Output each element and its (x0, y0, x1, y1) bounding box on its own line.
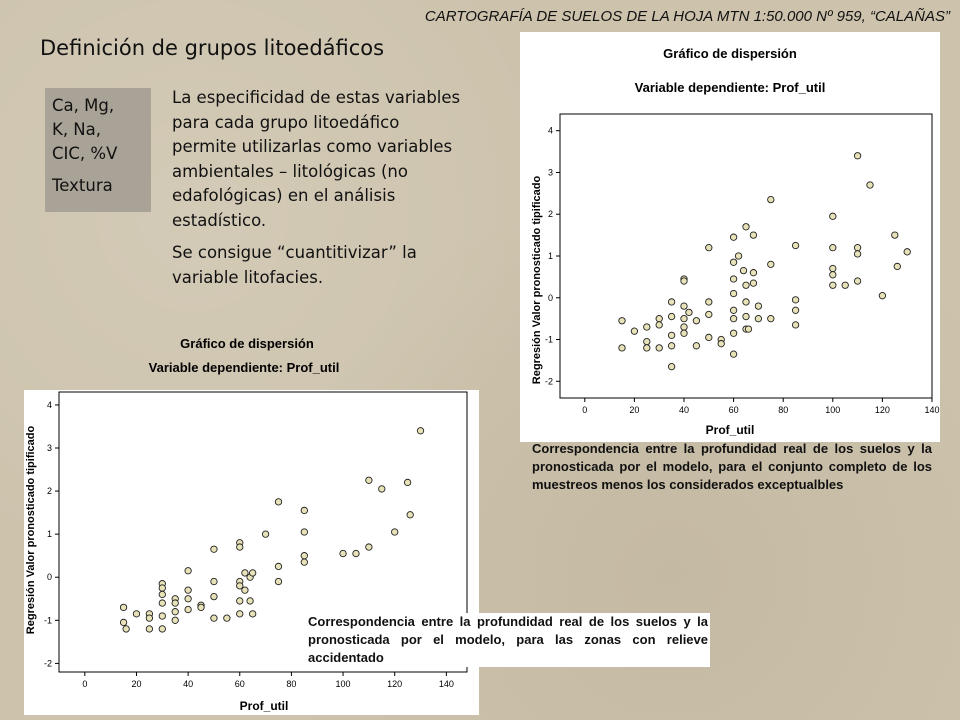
description-paragraph-2: Se consigue “cuantitivizar” la variable litofacies. (172, 243, 417, 287)
chart2-point (262, 531, 268, 537)
chart2-point (247, 598, 253, 604)
chart1-point (830, 244, 836, 250)
chart1-point (668, 343, 674, 349)
chart1-point (656, 322, 662, 328)
chart2-point (211, 593, 217, 599)
chart1-xtick-label: 60 (728, 405, 739, 415)
chart1-point (681, 278, 687, 284)
chart1-plot-frame (560, 114, 932, 398)
chart1-point (755, 303, 761, 309)
chart2-point (275, 578, 281, 584)
chart2-point (120, 619, 126, 625)
chart1-point (830, 282, 836, 288)
chart2-ylabel: Regresión Valor pronosticado tipificado (25, 425, 37, 635)
chart1-ytick-label: 2 (547, 209, 553, 220)
chart2-point (159, 613, 165, 619)
chart1-point (792, 307, 798, 313)
chart1-ytick-label: -2 (544, 376, 553, 387)
chart1-caption: Correspondencia entre la profundidad real de los suelos y la pronosticada por el modelo, para el conjunto completo de los muestreos menos los considerados exceptualbles (532, 441, 932, 492)
chart1-point (619, 318, 625, 324)
chart1-point (750, 280, 756, 286)
variables-box (45, 88, 151, 212)
chart1-point (730, 307, 736, 313)
chart1-point (867, 182, 873, 188)
chart2-point (185, 568, 191, 574)
slide-title: Definición de grupos litoedáficos (40, 36, 385, 60)
chart1-point (743, 313, 749, 319)
chart2-xtick-label: 60 (234, 679, 245, 689)
variables-line-2: K, Na, (52, 120, 102, 139)
variables-textura: Textura (52, 176, 113, 195)
chart2-point (172, 608, 178, 614)
chart1-point (743, 299, 749, 305)
chart1-point (644, 338, 650, 344)
chart1-ylabel: Regresión Valor pronosticado tipificado (531, 175, 543, 385)
chart1-point (854, 278, 860, 284)
chart1-point (681, 330, 687, 336)
chart1-point (668, 332, 674, 338)
chart2-point (301, 529, 307, 535)
chart2-ytick-label: -2 (43, 658, 52, 669)
chart1-point (656, 315, 662, 321)
chart1-point (892, 232, 898, 238)
chart2-xtick-label: 100 (335, 679, 351, 689)
chart1-xtick-label: 0 (582, 405, 588, 415)
chart1-point (706, 311, 712, 317)
chart2-xtick-label: 20 (131, 679, 142, 689)
chart1-point (730, 330, 736, 336)
scatter-chart-full (520, 32, 940, 442)
chart2-caption: Correspondencia entre la profundidad real de los suelos y la pronosticada por el modelo, para las zonas con relieve accidentado (308, 614, 708, 665)
chart2-point (120, 604, 126, 610)
chart1-xtick-label: 100 (825, 405, 841, 415)
chart2-point (123, 626, 129, 632)
chart2-point (159, 591, 165, 597)
chart2-point (159, 626, 165, 632)
chart1-point (792, 297, 798, 303)
chart2-ytick-label: 1 (46, 529, 52, 540)
chart1-point (830, 265, 836, 271)
chart1-point (854, 153, 860, 159)
chart1-point (745, 326, 751, 332)
chart1-xtick-label: 140 (924, 405, 940, 415)
chart1-point (830, 272, 836, 278)
chart2-point (301, 552, 307, 558)
chart1-point (730, 259, 736, 265)
chart1-point (730, 315, 736, 321)
chart2-point (172, 600, 178, 606)
chart1-xtick-label: 120 (874, 405, 890, 415)
chart1-title: Gráfico de dispersión (663, 46, 797, 61)
chart2-point (185, 587, 191, 593)
chart1-point (730, 234, 736, 240)
chart2-ytick-label: 3 (46, 443, 52, 453)
chart2-point (366, 544, 372, 550)
chart1-point (668, 313, 674, 319)
chart1-point (904, 249, 910, 255)
chart1-point (681, 324, 687, 330)
chart2-point (172, 617, 178, 623)
chart2-point (237, 544, 243, 550)
chart1-point (730, 290, 736, 296)
chart1-point (730, 351, 736, 357)
chart2-point (249, 611, 255, 617)
chart2-point (211, 615, 217, 621)
chart2-point (185, 596, 191, 602)
chart1-point (743, 224, 749, 230)
chart1-point (644, 324, 650, 330)
chart2-xtick-label: 80 (286, 679, 297, 689)
chart1-xtick-label: 40 (678, 405, 690, 415)
chart1-point (854, 251, 860, 257)
chart2-point (133, 611, 139, 617)
chart2-point (249, 570, 255, 576)
chart1-point (656, 345, 662, 351)
chart2-point (391, 529, 397, 535)
chart1-point (668, 299, 674, 305)
chart1-point (842, 282, 848, 288)
chart1-point (718, 341, 724, 347)
chart2-point (211, 578, 217, 584)
chart2-xlabel: Prof_util (239, 699, 289, 713)
document-header: CARTOGRAFÍA DE SUELOS DE LA HOJA MTN 1:50.000 Nº 959, “CALAÑAS” (424, 8, 950, 25)
chart1-point (792, 242, 798, 248)
chart2-point (366, 477, 372, 483)
chart1-point (743, 282, 749, 288)
chart2-point (353, 550, 359, 556)
chart1-point (706, 299, 712, 305)
chart2-title: Gráfico de dispersión (180, 336, 314, 351)
chart2-point (237, 598, 243, 604)
chart2-point (340, 550, 346, 556)
chart2-point (404, 479, 410, 485)
chart1-xlabel: Prof_util (705, 423, 755, 437)
chart1-point (681, 315, 687, 321)
chart2-point (159, 585, 165, 591)
chart1-point (631, 328, 637, 334)
chart1-point (879, 292, 885, 298)
chart2-point (417, 428, 423, 434)
chart2-point (146, 626, 152, 632)
chart1-xtick-label: 80 (778, 405, 789, 415)
chart2-xtick-label: 120 (387, 679, 403, 689)
chart1-ytick-label: 4 (547, 125, 553, 136)
chart1-point (768, 196, 774, 202)
chart1-point (668, 363, 674, 369)
chart1-point (735, 253, 741, 259)
chart2-xtick-label: 140 (438, 679, 454, 689)
description-paragraph-1: La especificidad de estas variables para cada grupo litoedáfico permite utilizarlas como variables ambientales – litológicas (no edafológicas) en el análisis estadístico. (172, 88, 461, 230)
chart2-subtitle: Variable dependiente: Prof_util (148, 360, 340, 375)
description (172, 86, 462, 298)
chart1-point (619, 345, 625, 351)
variables-line-3: CIC, %V (52, 144, 118, 163)
chart1-point (768, 315, 774, 321)
chart1-point (693, 343, 699, 349)
chart1-point (750, 270, 756, 276)
chart1-point (830, 213, 836, 219)
chart2-point (185, 606, 191, 612)
chart2-point (301, 507, 307, 513)
chart2-point (237, 611, 243, 617)
chart2-point (275, 499, 281, 505)
chart1-point (686, 309, 692, 315)
chart1-subtitle: Variable dependiente: Prof_util (634, 80, 826, 95)
chart2-point (211, 546, 217, 552)
chart2-point (224, 615, 230, 621)
chart2-point (301, 559, 307, 565)
chart1-point (693, 318, 699, 324)
chart1-point (740, 267, 746, 273)
chart1-point (854, 244, 860, 250)
chart2-ytick-label: 2 (46, 486, 52, 497)
chart2-ytick-label: -1 (43, 615, 52, 626)
chart2-point (146, 615, 152, 621)
chart1-ytick-label: 1 (547, 251, 553, 261)
chart1-point (750, 232, 756, 238)
chart2-point (379, 486, 385, 492)
chart1-xtick-label: 20 (629, 405, 640, 415)
chart2-point (198, 604, 204, 610)
chart1-point (755, 315, 761, 321)
chart2-point (275, 563, 281, 569)
chart2-xtick-label: 0 (82, 679, 88, 689)
chart1-point (644, 345, 650, 351)
chart1-point (706, 244, 712, 250)
chart1-point (792, 322, 798, 328)
chart2-point (242, 587, 248, 593)
chart2-xtick-label: 40 (183, 679, 194, 689)
chart1-point (706, 334, 712, 340)
chart1-ytick-label: 3 (547, 167, 553, 178)
chart2-ytick-label: 4 (46, 399, 52, 410)
chart2-point (159, 600, 165, 606)
chart2-ytick-label: 0 (46, 572, 52, 583)
scatter-chart-full-svg (520, 32, 940, 442)
chart2-point (407, 512, 413, 518)
variables-line-1: Ca, Mg, (52, 96, 115, 115)
chart1-point (681, 303, 687, 309)
chart1-point (730, 276, 736, 282)
chart1-point (768, 261, 774, 267)
chart1-ytick-label: -1 (544, 334, 553, 345)
chart1-point (894, 263, 900, 269)
chart1-ytick-label: 0 (547, 292, 553, 303)
